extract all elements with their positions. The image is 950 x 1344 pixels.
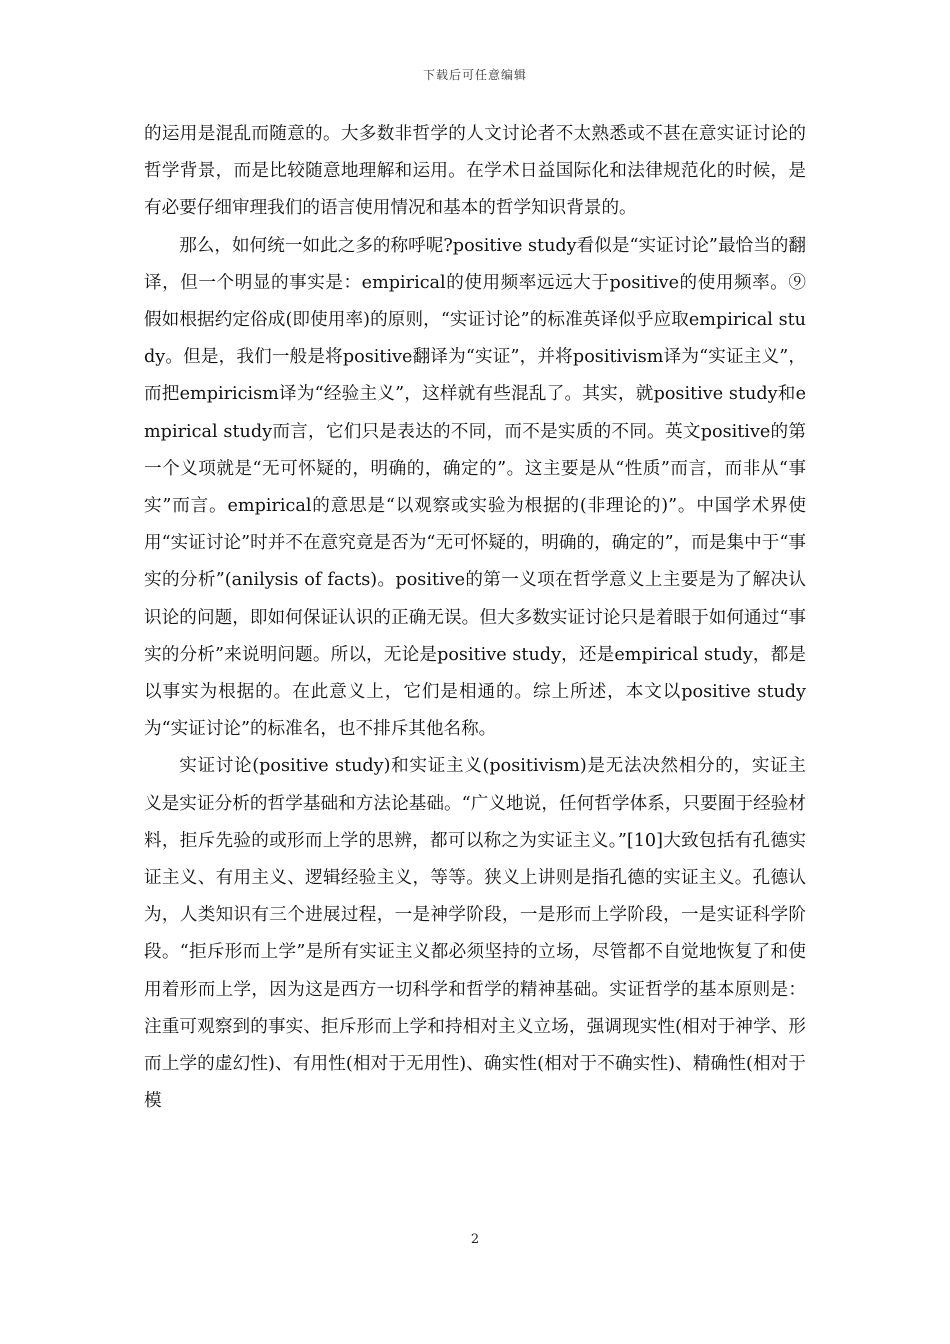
paragraph-3: 实证讨论(positive study)和实证主义(positivism)是无法决然相分的，实证主义是实证分析的哲学基础和方法论基础。“广义地说，任何哲学体系，只要囿于经验材料，拒斥先验的或形而上学的思辨，都可以称之为实证主义。”[10]大致包括有孔德实证主义、有用主义、逻辑经验主义，等等。狭义上讲则是指孔德的实证主义。孔德认为，人类知识有三个进展过程，一是神学阶段，一是形而上学阶段，一是实证科学阶段。“拒斥形而上学”是所有实证主义都必须坚持的立场，尽管都不自觉地恢复了和使用着形而上学，因为这是西方一切科学和哲学的精神基础。实证哲学的基本原则是：注重可观察到的事实、拒斥形而上学和持相对主义立场，强调现实性(相对于神学、形而上学的虚幻性)、有用性(相对于无用性)、确实性(相对于不确实性)、精确性(相对于模 [144,756,806,1112]
document-body [144,116,806,1120]
paragraph-2: 那么，如何统一如此之多的称呼呢?positive study看似是“实证讨论”最恰当的翻译，但一个明显的事实是：empirical的使用频率远远大于positive的使用频率。⑨假如根据约定俗成(即使用率)的原则，“实证讨论”的标准英译似乎应取empirical study。但是，我们一般是将positive翻译为“实证”，并将positivism译为“实证主义”，而把empiricism译为“经验主义”，这样就有些混乱了。其实，就positive study和empirical study而言，它们只是表达的不同，而不是实质的不同。英文positive的第一个义项就是“无可怀疑的，明确的，确定的”。这主要是从“性质”而言，而非从“事实”而言。empirical的意思是“以观察或实验为根据的(非理论的)”。中国学术界使用“实证讨论”时并不在意究竟是否为“无可怀疑的，明确的，确定的”，而是集中于“事实的分析”(anilysis of facts)。positive的第一义项在哲学意义上主要是为了解决认识论的问题，即如何保证认识的正确无误。但大多数实证讨论只是着眼于如何通过“事实的分析”来说明问题。所以，无论是positive study，还是empirical study，都是以事实为根据的。在此意义上，它们是相通的。综上所述，本文以positive study为“实证讨论”的标准名，也不排斥其他名称。 [144,235,806,740]
paragraph-1: 的运用是混乱而随意的。大多数非哲学的人文讨论者不太熟悉或不甚在意实证讨论的哲学背景，而是比较随意地理解和运用。在学术日益国际化和法律规范化的时候，是有必要仔细审理我们的语言使用情况和基本的哲学知识背景的。 [144,124,806,219]
page-header: 下载后可任意编辑 [422,68,527,82]
page-number: 2 [470,1232,480,1247]
